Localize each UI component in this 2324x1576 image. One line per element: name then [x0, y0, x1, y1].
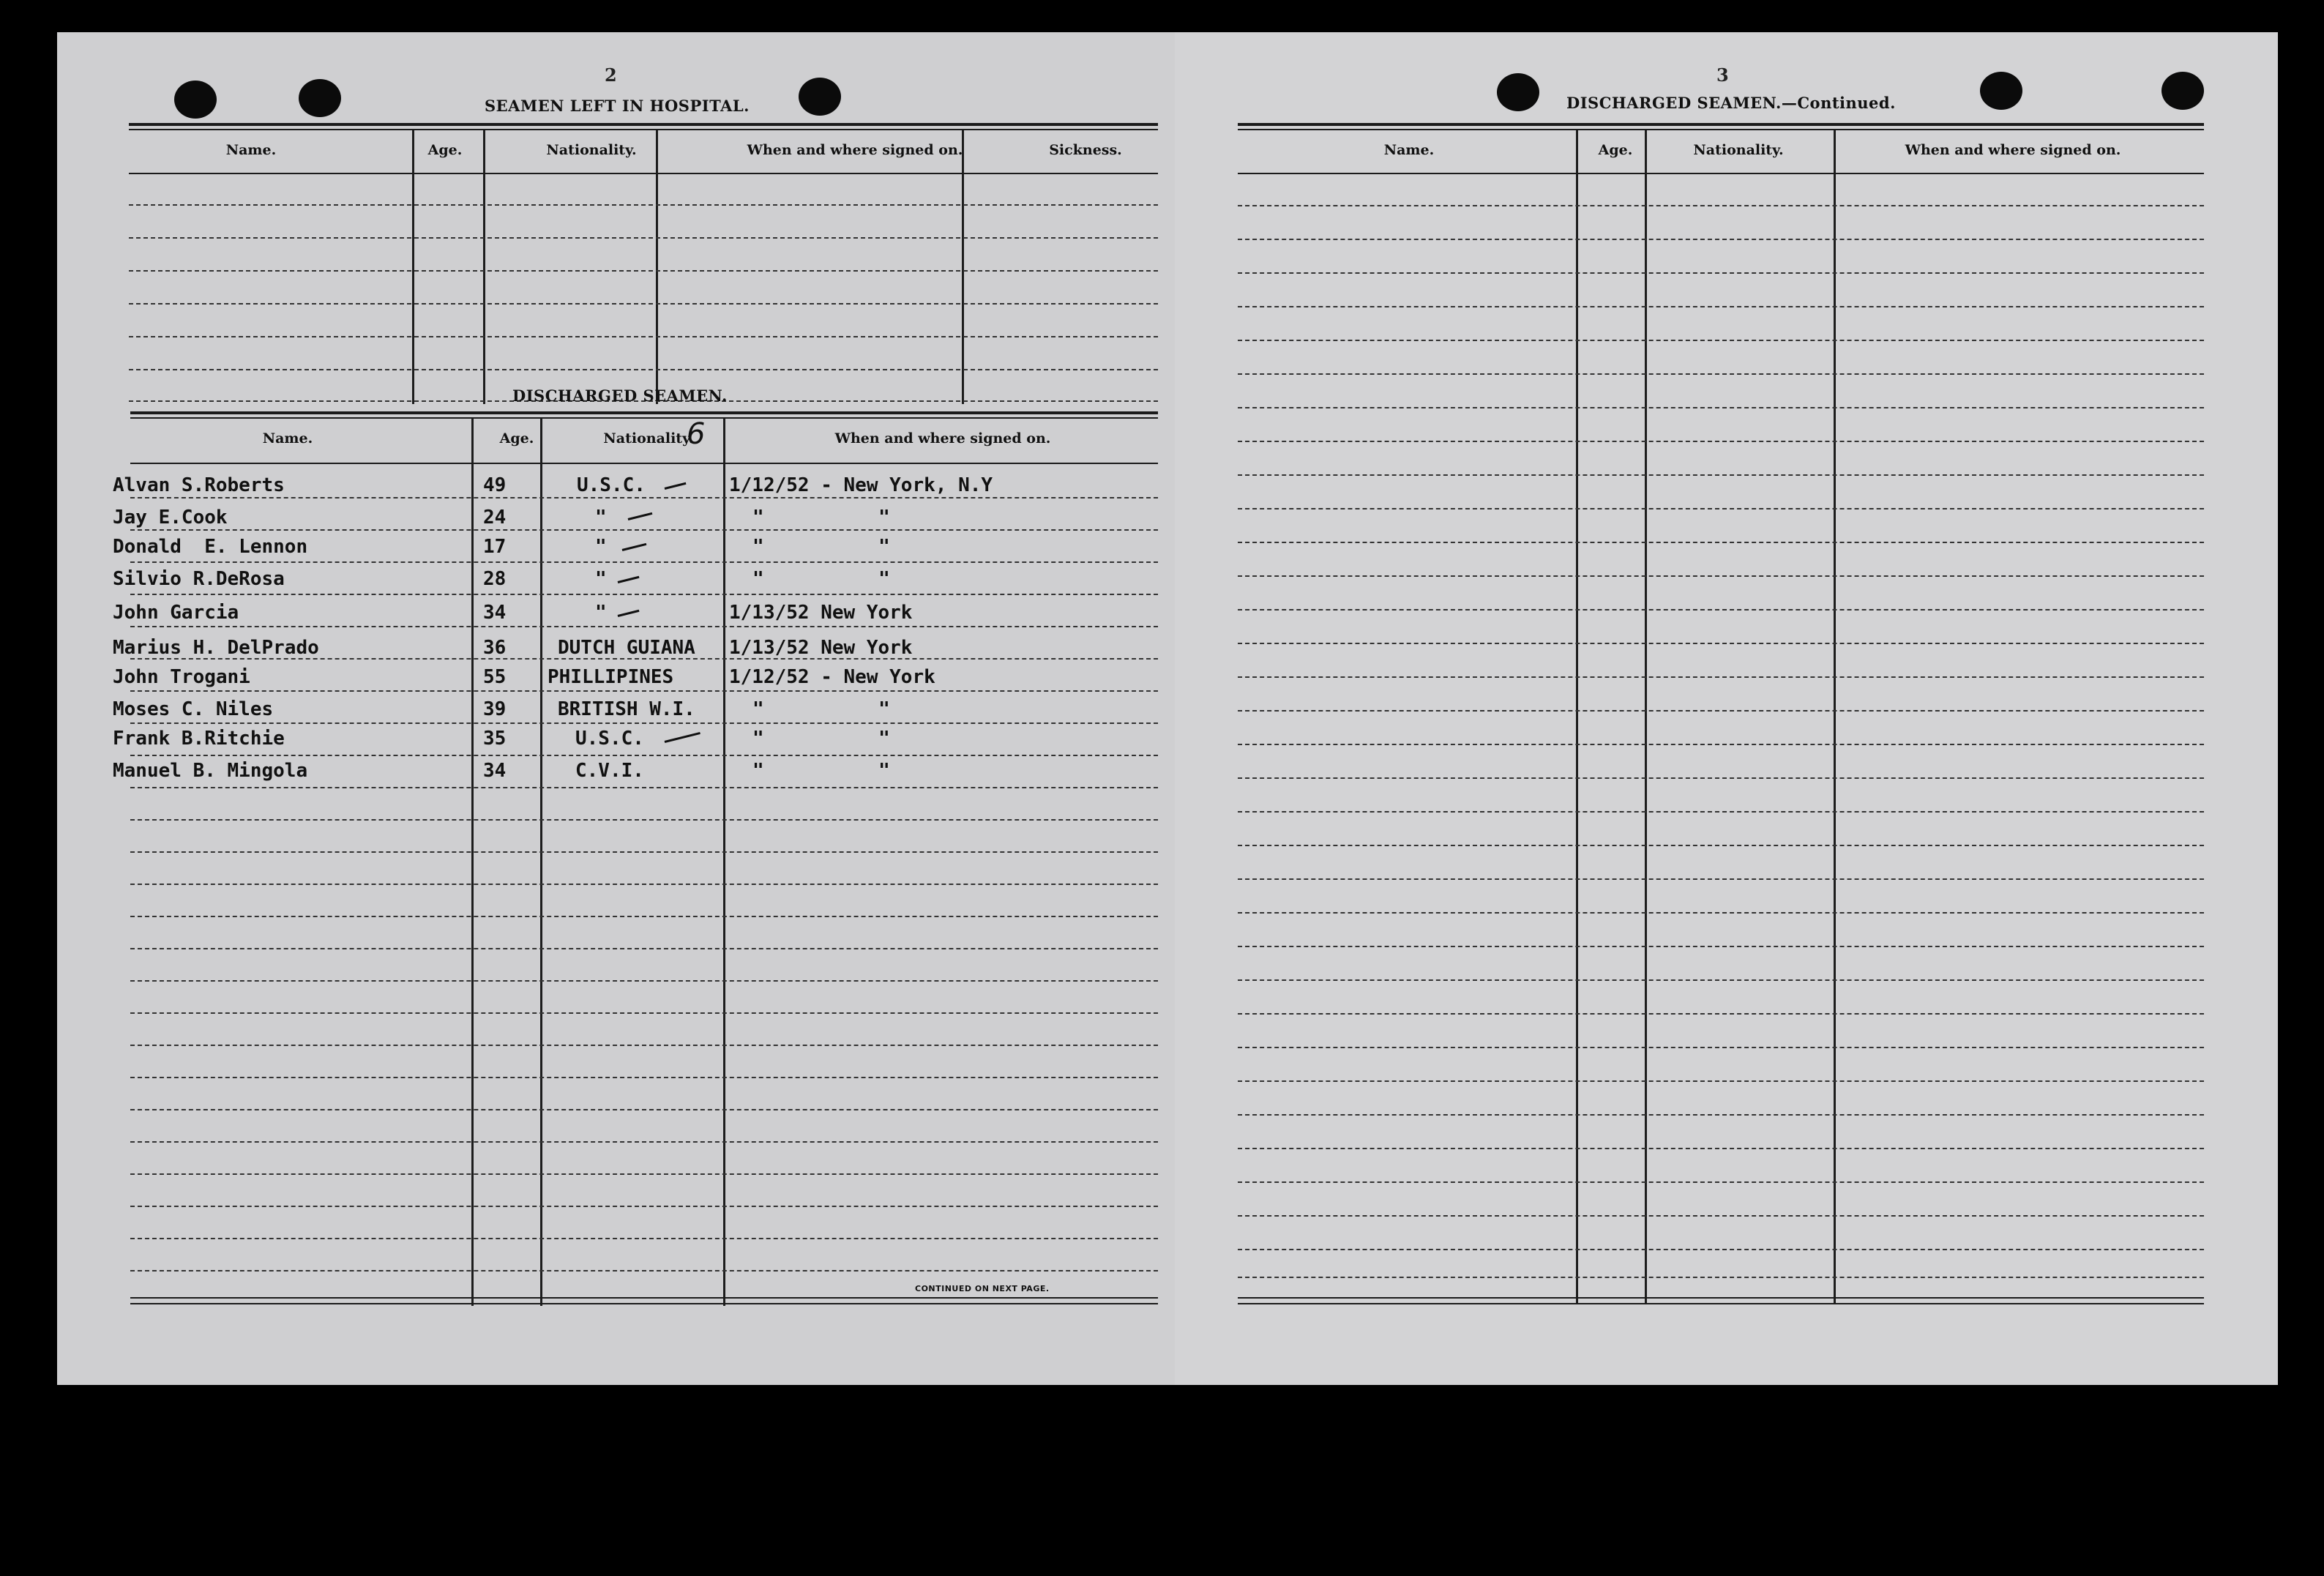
seaman-nationality: " — [595, 602, 607, 624]
seaman-name: Frank B.Ritchie — [113, 728, 285, 750]
rule — [130, 417, 1158, 419]
page-number: 3 — [1716, 64, 1729, 86]
col-header-name: Name. — [1383, 142, 1435, 158]
section-title: DISCHARGED SEAMEN.—Continued. — [1566, 94, 1896, 112]
ruled-line — [129, 336, 1158, 337]
seaman-age: 17 — [483, 536, 507, 558]
ruled-line — [1238, 272, 2204, 274]
col-header-age: Age. — [499, 430, 534, 447]
seaman-name: John Trogani — [113, 666, 250, 688]
ruled-line — [1238, 239, 2204, 240]
ruled-line — [1238, 643, 2204, 644]
rule — [130, 1297, 1158, 1299]
ruled-line — [1238, 575, 2204, 577]
seaman-nationality: " — [595, 507, 607, 529]
page-number: 2 — [605, 64, 617, 86]
seaman-nationality: PHILLIPINES — [548, 666, 674, 688]
rule — [1238, 1303, 2204, 1304]
col-header-nationality: Nationality. — [546, 142, 637, 158]
seaman-nationality: DUTCH GUIANA — [558, 637, 695, 659]
seaman-signed-on: " " — [752, 728, 890, 750]
rule — [1238, 173, 2204, 174]
seaman-nationality: U.S.C. — [577, 474, 646, 496]
ruled-line — [130, 594, 1158, 595]
rule — [129, 129, 1158, 130]
ruled-line — [1238, 407, 2204, 408]
ruled-line — [1238, 878, 2204, 880]
ruled-line — [130, 529, 1158, 531]
col-header-name: Name. — [262, 430, 313, 447]
col-header-nationality: Nationality. — [603, 430, 694, 447]
seaman-signed-on: 1/13/52 New York — [729, 637, 913, 659]
ruled-line — [1238, 508, 2204, 509]
ruled-line — [130, 916, 1158, 917]
ruled-line — [1238, 1215, 2204, 1217]
ruled-line — [130, 980, 1158, 982]
discharged-section-title: DISCHARGED SEAMEN. — [512, 386, 728, 405]
col-header-sickness: Sickness. — [1049, 142, 1122, 158]
seaman-age: 35 — [483, 728, 507, 750]
seaman-age: 36 — [483, 637, 507, 659]
ruled-line — [130, 722, 1158, 724]
check-mark — [665, 732, 700, 743]
rule — [1238, 129, 2204, 130]
col-header-signed-on: When and where signed on. — [747, 142, 963, 158]
ruled-line — [1238, 609, 2204, 610]
ruled-line — [130, 755, 1158, 756]
seaman-age: 34 — [483, 760, 507, 782]
seaman-name: Marius H. DelPrado — [113, 637, 319, 659]
seaman-signed-on: 1/13/52 New York — [729, 602, 913, 624]
ruled-line — [1238, 542, 2204, 543]
ruled-line — [130, 1270, 1158, 1271]
check-mark — [622, 543, 647, 551]
ruled-line — [1238, 205, 2204, 206]
ruled-line — [1238, 912, 2204, 914]
seaman-nationality: " — [595, 568, 607, 590]
rule — [130, 411, 1158, 414]
ruled-line — [129, 270, 1158, 272]
punch-hole — [2162, 72, 2204, 110]
ruled-line — [1238, 777, 2204, 779]
ruled-line — [1238, 1148, 2204, 1149]
seaman-signed-on: " " — [752, 568, 890, 590]
ruled-line — [1238, 676, 2204, 678]
seaman-nationality: BRITISH W.I. — [558, 698, 695, 720]
col-header-signed-on: When and where signed on. — [1905, 142, 2121, 158]
ruled-line — [130, 1077, 1158, 1078]
check-mark — [618, 610, 640, 617]
punch-hole — [799, 78, 841, 116]
column-divider — [656, 130, 658, 404]
seaman-signed-on: " " — [752, 760, 890, 782]
ruled-line — [1238, 744, 2204, 745]
seaman-signed-on: " " — [752, 698, 890, 720]
seaman-name: John Garcia — [113, 602, 239, 624]
ruled-line — [130, 948, 1158, 949]
ruled-line — [1238, 373, 2204, 375]
ruled-line — [130, 1173, 1158, 1175]
seaman-age: 28 — [483, 568, 507, 590]
ruled-line — [1238, 710, 2204, 712]
col-header-name: Name. — [225, 142, 277, 158]
ruled-line — [1238, 979, 2204, 981]
seaman-name: Alvan S.Roberts — [113, 474, 285, 496]
ruled-line — [130, 1238, 1158, 1239]
seaman-age: 39 — [483, 698, 507, 720]
seaman-age: 49 — [483, 474, 507, 496]
check-mark — [618, 576, 640, 583]
seaman-age: 24 — [483, 507, 507, 529]
ruled-line — [130, 884, 1158, 885]
check-mark — [628, 512, 653, 520]
rule — [129, 123, 1158, 126]
ruled-line — [129, 303, 1158, 305]
col-header-age: Age. — [1598, 142, 1633, 158]
punch-hole — [1980, 72, 2022, 110]
col-header-signed-on: When and where signed on. — [834, 430, 1051, 447]
ruled-line — [130, 1012, 1158, 1014]
ruled-line — [130, 1109, 1158, 1110]
ruled-line — [129, 204, 1158, 206]
continued-note: CONTINUED ON NEXT PAGE. — [915, 1284, 1050, 1293]
column-divider — [962, 130, 964, 404]
ruled-line — [129, 369, 1158, 370]
seaman-age: 55 — [483, 666, 507, 688]
punch-hole — [299, 79, 341, 117]
ruled-line — [130, 1206, 1158, 1207]
col-header-nationality: Nationality. — [1693, 142, 1784, 158]
punch-hole — [1497, 73, 1539, 111]
ruled-line — [1238, 845, 2204, 846]
rule — [130, 1303, 1158, 1304]
ruled-line — [1238, 1277, 2204, 1278]
seaman-name: Moses C. Niles — [113, 698, 274, 720]
ruled-line — [130, 626, 1158, 627]
ruled-line — [1238, 1114, 2204, 1116]
seaman-signed-on: " " — [752, 536, 890, 558]
seaman-name: Silvio R.DeRosa — [113, 568, 285, 590]
ruled-line — [1238, 340, 2204, 341]
ruled-line — [1238, 1080, 2204, 1082]
rule — [130, 463, 1158, 464]
ruled-line — [1238, 1047, 2204, 1048]
seaman-name: Donald E. Lennon — [113, 536, 308, 558]
seaman-nationality: C.V.I. — [575, 760, 644, 782]
hospital-section-title: SEAMEN LEFT IN HOSPITAL. — [485, 97, 750, 115]
ruled-line — [1238, 1249, 2204, 1250]
left-page — [57, 32, 1178, 1385]
ruled-line — [1238, 946, 2204, 947]
check-mark — [665, 482, 687, 490]
col-header-age: Age. — [427, 142, 463, 158]
column-divider — [483, 130, 485, 404]
seaman-name: Manuel B. Mingola — [113, 760, 308, 782]
ruled-line — [1238, 441, 2204, 442]
seaman-signed-on: " " — [752, 507, 890, 529]
rule — [129, 173, 1158, 174]
rule — [1238, 1297, 2204, 1299]
rule — [1238, 123, 2204, 126]
handwritten-count: 6 — [687, 417, 706, 451]
ruled-line — [1238, 1013, 2204, 1015]
ruled-line — [130, 819, 1158, 821]
seaman-signed-on: 1/12/52 - New York — [729, 666, 935, 688]
seaman-nationality: " — [595, 536, 607, 558]
ruled-line — [1238, 306, 2204, 307]
seaman-signed-on: 1/12/52 - New York, N.Y — [729, 474, 993, 496]
ruled-line — [130, 1141, 1158, 1143]
ruled-line — [1238, 474, 2204, 476]
ruled-line — [130, 690, 1158, 692]
ruled-line — [130, 787, 1158, 788]
seaman-age: 34 — [483, 602, 507, 624]
seaman-name: Jay E.Cook — [113, 507, 228, 529]
column-divider — [412, 130, 414, 404]
seaman-nationality: U.S.C. — [575, 728, 644, 750]
ruled-line — [1238, 811, 2204, 813]
ruled-line — [130, 497, 1158, 498]
punch-hole — [174, 81, 217, 119]
ruled-line — [130, 561, 1158, 563]
ruled-line — [130, 1045, 1158, 1046]
right-page — [1175, 32, 2278, 1385]
ruled-line — [1238, 1181, 2204, 1183]
ruled-line — [130, 851, 1158, 853]
ruled-line — [129, 237, 1158, 239]
